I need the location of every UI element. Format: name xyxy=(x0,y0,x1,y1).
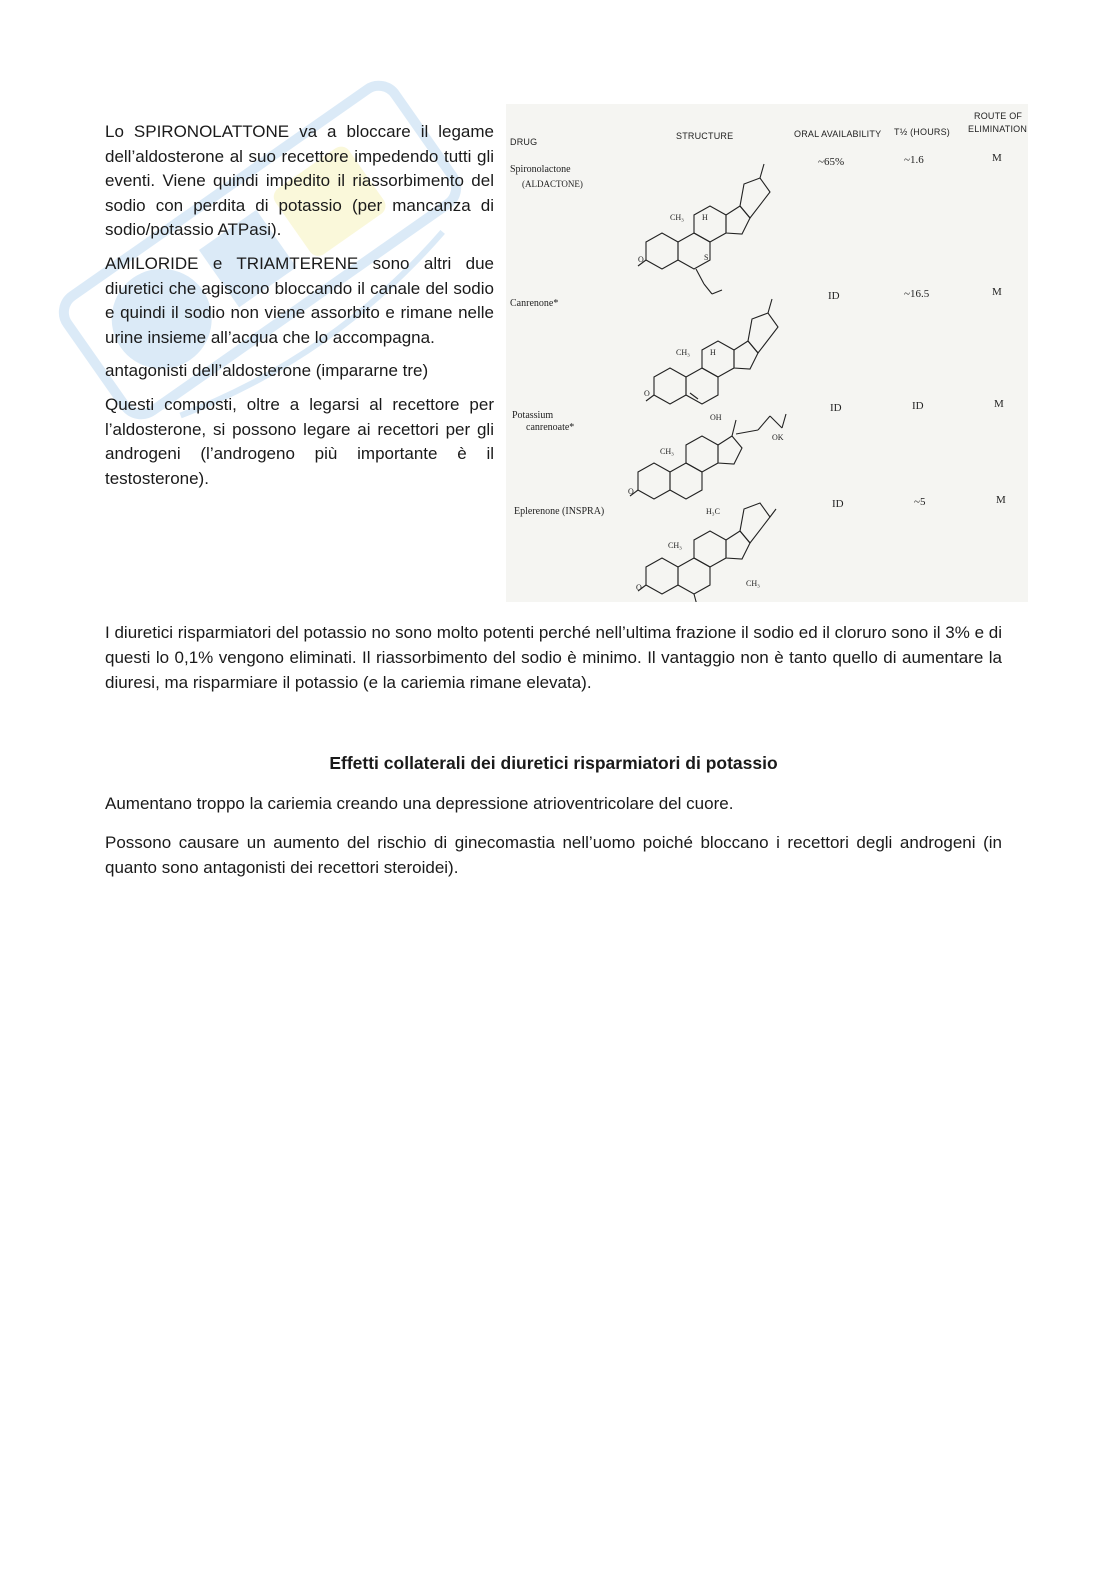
side-effects-block xyxy=(105,791,1002,894)
header-structure: STRUCTURE xyxy=(676,131,734,141)
atom-label: H xyxy=(702,213,708,222)
androgen-binding-paragraph: Questi composti, oltre a legarsi al recettore per l’aldosterone, si possono legare ai recettori per gli androgeni (l’androgeno più importante è il testosterone). xyxy=(105,394,494,488)
atom-label: S xyxy=(704,253,709,262)
drug-name: Eplerenone (INSPRA) xyxy=(514,506,605,517)
main-paragraph-block xyxy=(105,620,1002,695)
route-value: M xyxy=(992,286,1002,298)
atom-label: O xyxy=(636,583,642,592)
drug-name: Potassium xyxy=(512,410,554,421)
half-life-value: ~16.5 xyxy=(904,288,930,300)
header-half-life: T½ (HOURS) xyxy=(894,127,950,137)
atom-label: OK xyxy=(772,433,784,442)
amiloride-paragraph: AMILORIDE e TRIAMTERENE sono altri due diuretici che agiscono bloccando il canale del sodio e quindi il sodio non viene assorbito e rimane nelle urine insieme all’acqua che lo accompagna. xyxy=(105,253,494,347)
atom-label: CH₃ xyxy=(746,579,760,588)
atom-label: OH xyxy=(710,413,722,422)
atom-label: CH₃ xyxy=(668,541,682,550)
atom-label: H xyxy=(710,348,716,357)
header-route-1: ROUTE OF xyxy=(974,111,1023,121)
atom-label: CH₃ xyxy=(676,348,690,357)
atom-label: CH₃ xyxy=(660,447,674,456)
route-value: M xyxy=(994,398,1004,410)
drug-name: Spironolactone xyxy=(510,164,571,175)
drug-structure-figure xyxy=(506,104,1028,602)
atom-label: CH₃ xyxy=(670,213,684,222)
section-title: Effetti collaterali dei diuretici risparmiatori di potassio xyxy=(329,753,778,773)
atom-label: O xyxy=(638,255,644,264)
left-text-column xyxy=(105,120,494,500)
atom-label: H₃C xyxy=(706,507,720,516)
half-life-value: ~5 xyxy=(914,496,926,508)
header-drug: DRUG xyxy=(510,137,538,147)
side-effect-paragraph-2: Possono causare un aumento del rischio di ginecomastia nell’uomo poiché bloccano i recettori degli androgeni (in quanto sono antagonisti dei recettori steroidei). xyxy=(105,833,1002,877)
half-life-value: ID xyxy=(912,400,924,412)
structures-drawing xyxy=(506,104,1028,602)
side-effect-paragraph-1: Aumentano troppo la cariemia creando una depressione atrioventricolare del cuore. xyxy=(105,794,734,813)
oral-availability-value: ID xyxy=(828,290,840,302)
route-value: M xyxy=(996,494,1006,506)
drug-brand: (ALDACTONE) xyxy=(522,179,583,189)
spironolactone-paragraph: Lo SPIRONOLATTONE va a bloccare il legame dell’aldosterone al suo recettore impedendo tutti gli eventi. Viene quindi impedito il riassorbimento del sodio con perdita di potassio (per mancanza di sodio/potassio ATPasi). xyxy=(105,122,494,240)
drug-name: Canrenone* xyxy=(510,298,559,309)
potassium-canrenoate-structure xyxy=(630,414,786,499)
atom-label: O xyxy=(644,389,650,398)
header-route-2: ELIMINATION xyxy=(968,124,1028,134)
potassium-sparing-paragraph: I diuretici risparmiatori del potassio no sono molto potenti perché nell’ultima frazione il sodio ed il cloruro sono il 3% e di questi lo 0,1% vengono eliminati. Il riassorbimento del sodio è minimo. Il vantaggio non è tanto quello di aumentare la diuresi, ma risparmiare il potassio (e la cariemia rimane elevata). xyxy=(105,623,1002,692)
half-life-value: ~1.6 xyxy=(904,154,924,166)
header-oral-availability: ORAL AVAILABILITY xyxy=(794,129,882,139)
spironolactone-structure xyxy=(638,164,770,294)
drug-brand: canrenoate* xyxy=(526,422,575,433)
oral-availability-value: ID xyxy=(830,402,842,414)
oral-availability-value: ~65% xyxy=(818,156,845,168)
route-value: M xyxy=(992,152,1002,164)
atom-label: O xyxy=(628,487,634,496)
aldosterone-antagonists-note: antagonisti dell’aldosterone (impararne tre) xyxy=(105,361,429,381)
oral-availability-value: ID xyxy=(832,498,844,510)
